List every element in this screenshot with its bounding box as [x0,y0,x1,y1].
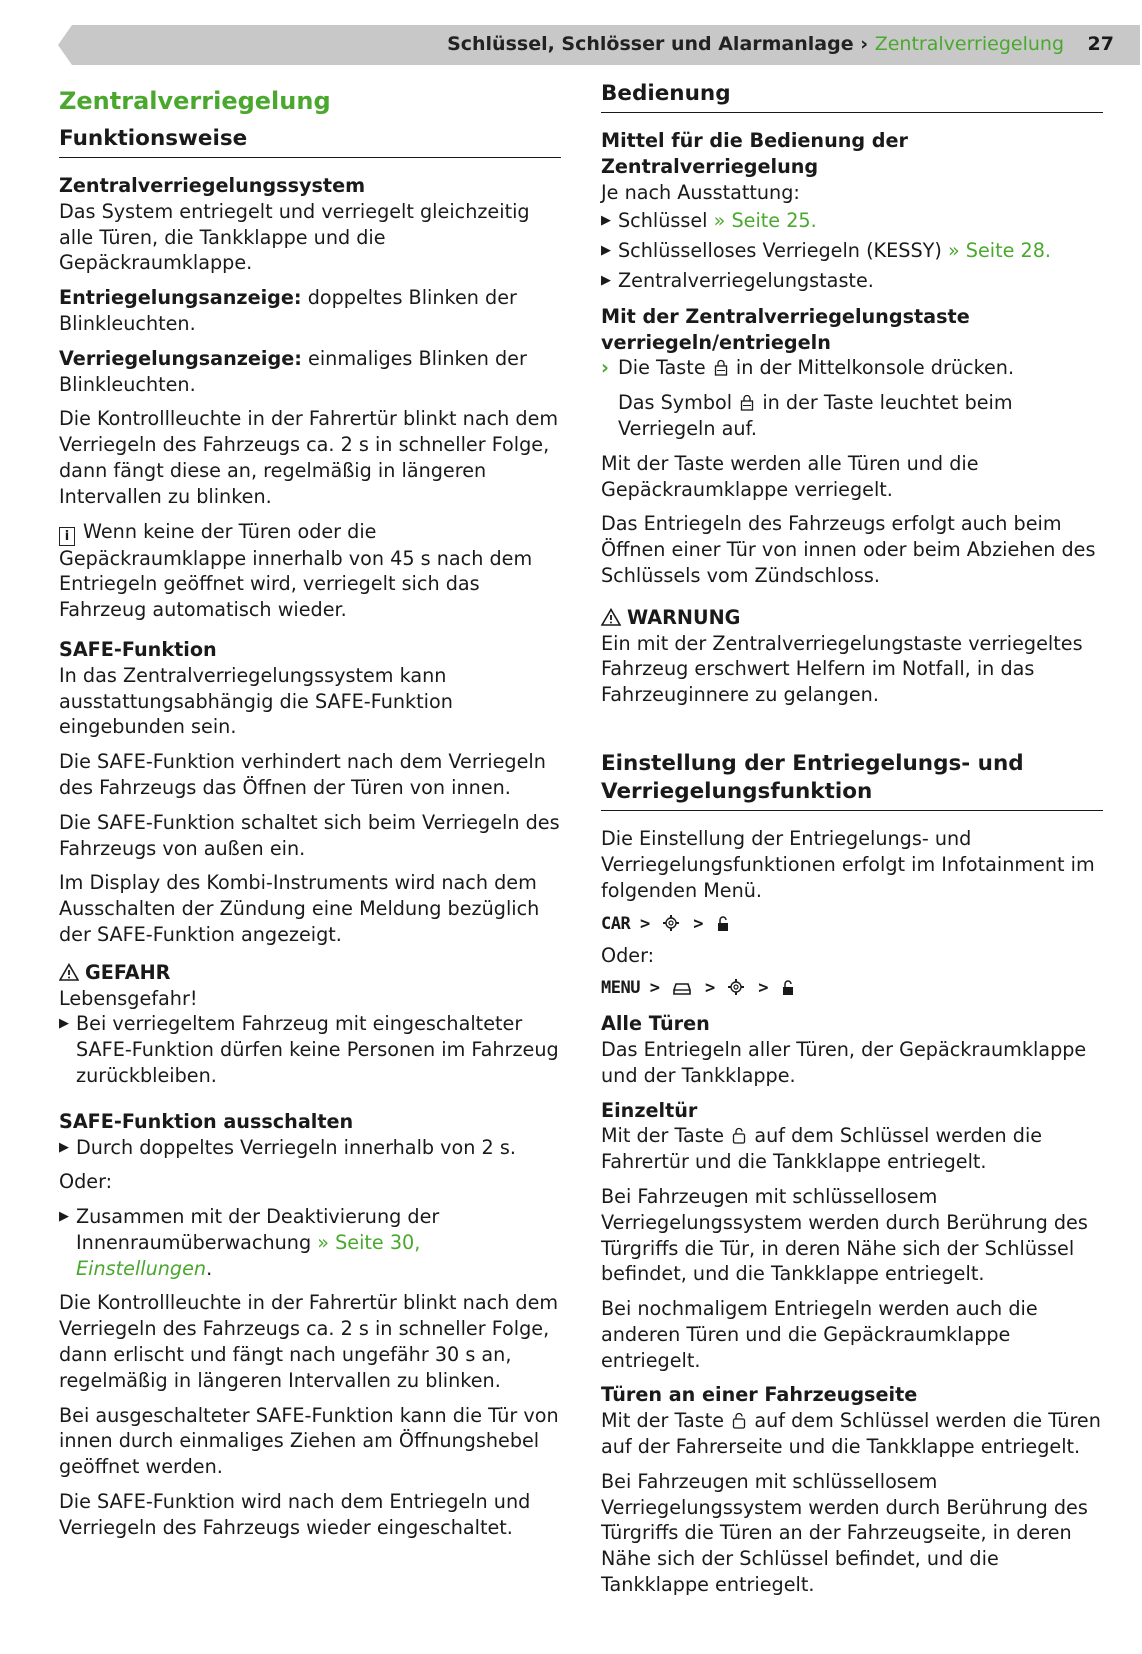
bullet-triangle-icon: ▶ [59,1016,69,1032]
unlock-indicator [59,285,561,337]
unlock-key-icon [732,1412,746,1429]
heading-bedienung: Bedienung [601,80,1103,113]
warnung-heading [601,605,1103,631]
bullet-triangle-icon: ▶ [601,243,611,259]
menu-path-car [601,911,1103,937]
lock-indicator [59,346,561,398]
einstellung-text: Die Einstellung der Entriegelungs- und Verriegelungsfunktionen erfolgt im Infotainment im folgenden Menü. [601,826,1095,902]
seite-text [601,1408,1103,1460]
link-seite-25[interactable]: » Seite 25. [713,209,817,233]
taste-p2: Das Entriegeln des Fahrzeugs erfolgt auch beim Öffnen einer Tür von innen oder beim Abziehen des Schlüssels vom Zündschloss. [601,512,1096,587]
lock-button-icon [714,359,728,376]
safe-off-bullet2-end: . [206,1256,213,1280]
left-column [59,80,561,1550]
mittel-item-3 [601,268,1103,294]
mittel-item-2-text: Schlüsselloses Verriegeln (KESSY) [618,239,942,263]
je-nach: Je nach Ausstattung: [601,180,800,204]
oder-right: Oder: [601,944,655,968]
menu-separator: > [704,978,715,999]
gefahr-bullet [59,1011,561,1088]
settings-gear-icon[interactable] [727,978,745,996]
safe-off-bullet2-text: Zusammen mit der Deaktivierung der Innenraumüberwachung [76,1205,440,1254]
heading-mittel: Mittel für die Bedienung der Zentralverriegelung [601,129,909,178]
system-text: Das System entriegelt und verriegelt gleichzeitig alle Türen, die Tankklappe und die Gepäckraumklappe. [59,199,530,275]
safe-p2: Die SAFE-Funktion verhindert nach dem Verriegeln des Fahrzeugs das Öffnen der Türen von innen. [59,750,546,799]
step-arrow-icon: › [601,356,609,380]
kontroll-text: Die Kontrollleuchte in der Fahrertür blinkt nach dem Verriegeln des Fahrzeugs ca. 2 s in schneller Folge, dann fängt diese an, regelmäßig in längeren Intervallen zu blinken. [59,407,559,508]
einzel-text-a: Mit der Taste [601,1124,725,1148]
heading-alle: Alle Türen [601,1012,710,1036]
symbol-text-b: in der Taste leuchtet beim Verriegeln auf. [618,391,1013,440]
gefahr-bullet-text: Bei verriegeltem Fahrzeug mit eingeschalteter SAFE-Funktion dürfen keine Personen im Fahrzeug zurückbleiben. [76,1012,559,1087]
step-1 [601,355,1103,381]
menu-separator: > [639,914,650,935]
menu-path-menu [601,975,1103,1001]
heading-taste: Mit der Zentralverriegelungstaste verriegeln/entriegeln [601,304,970,354]
page-title: Zentralverriegelung [59,87,331,115]
info-icon: i [59,527,75,546]
lock-menu-icon[interactable] [781,980,795,996]
seite-text-a: Mit der Taste [601,1409,725,1433]
symbol-note [601,390,1103,442]
safe-off-bullet1-text: Durch doppeltes Verriegeln innerhalb von 2 s. [76,1135,516,1159]
bullet-triangle-icon: ▶ [59,1209,69,1225]
lock-text: einmaliges Blinken der Blinkleuchten. [59,346,527,396]
oder-left: Oder: [59,1170,113,1194]
warning-triangle-icon [59,963,79,981]
einzel-text-b: auf dem Schlüssel werden die Fahrertür und die Tankklappe entriegelt. [601,1124,1043,1174]
bullet-triangle-icon: ▶ [59,1139,69,1155]
safe-off-bullet1 [59,1135,561,1161]
lock-symbol-icon [740,394,754,411]
einzel-p2: Bei Fahrzeugen mit schlüssellosem Verriegelungssystem werden durch Berührung des Türgriffs die Tür, in deren Nähe sich der Schlüssel befindet, und die Tankklappe entriegelt. [601,1184,1088,1286]
safe-p1: In das Zentralverriegelungssystem kann ausstattungsabhängig die SAFE-Funktion eingebunden sein. [59,663,453,739]
settings-gear-icon[interactable] [662,914,680,932]
bullet-triangle-icon: ▶ [601,213,611,229]
warnung-label: WARNUNG [627,605,741,629]
mittel-item-1 [601,208,1103,234]
gefahr-heading [59,960,561,986]
step-1-text-a: Die Taste [618,356,706,380]
unlock-text: doppeltes Blinken der Blinkleuchten. [59,286,517,335]
mittel-item-3-text: Zentralverriegelungstaste. [618,268,874,292]
mittel-item-2 [601,238,1103,264]
safe-off-p3: Die SAFE-Funktion wird nach dem Entriegeln und Verriegeln des Fahrzeugs wieder eingeschaltet. [59,1490,531,1539]
menu-menu-label[interactable]: MENU [601,978,640,999]
breadcrumb-subsection[interactable]: Zentralverriegelung [874,33,1064,55]
einzel-text [601,1123,1103,1175]
header-bar [58,25,1140,65]
heading-funktionsweise: Funktionsweise [59,125,561,158]
warnung-text: Ein mit der Zentralverriegelungstaste verriegeltes Fahrzeug erschwert Helfern im Notfall, in das Fahrzeuginnere zu gelangen. [601,631,1083,707]
heading-einzel: Einzeltür [601,1098,698,1122]
breadcrumb-section: Schlüssel, Schlösser und Alarmanlage [447,33,854,55]
seite-text-b: auf dem Schlüssel werden die Türen auf der Fahrerseite und die Tankklappe entriegelt. [601,1409,1101,1459]
heading-safe: SAFE-Funktion [59,637,217,661]
step-1-text-b: in der Mittelkonsole drücken. [735,356,1015,380]
seite-p2: Bei Fahrzeugen mit schlüssellosem Verriegelungssystem werden durch Berührung des Türgriffs die Türen an der Fahrzeugseite, in deren Nähe sich der Schlüssel befindet, und die Tankklappe entriegelt. [601,1469,1088,1597]
unlock-key-icon [732,1127,746,1144]
menu-separator: > [649,978,660,999]
lock-menu-icon[interactable] [716,916,730,932]
gefahr-sub: Lebensgefahr! [59,986,198,1010]
breadcrumb-separator: › [860,33,869,55]
link-seite-30[interactable]: » Seite 30, [317,1230,421,1254]
mittel-item-1-text: Schlüssel [618,209,708,233]
taste-p1: Mit der Taste werden alle Türen und die Gepäckraumklappe verriegelt. [601,451,979,501]
heading-safe-off: SAFE-Funktion ausschalten [59,1109,354,1133]
safe-p3: Die SAFE-Funktion schaltet sich beim Verriegeln des Fahrzeugs von außen ein. [59,810,560,860]
car-icon[interactable] [672,980,692,996]
menu-separator: > [693,914,703,935]
page-number: 27 [1087,33,1114,55]
symbol-text-a: Das Symbol [618,391,733,415]
info-note [59,519,561,623]
unlock-label: Entriegelungsanzeige: [59,286,302,310]
link-einstellungen[interactable]: Einstellungen [76,1256,207,1280]
kontroll2-text: Die Kontrollleuchte in der Fahrertür blinkt nach dem Verriegeln des Fahrzeugs ca. 2 s in schneller Folge, dann erlischt und fängt nach ungefähr 30 s an, regelmäßig in längeren Intervallen zu blinken. [59,1291,559,1392]
safe-off-bullet2 [59,1204,561,1281]
heading-einstellung: Einstellung der Entriegelungs- und Verriegelungsfunktion [601,750,1103,811]
menu-car-label[interactable]: CAR [601,914,631,935]
lock-label: Verriegelungsanzeige: [59,346,302,370]
menu-separator: > [758,978,768,999]
bullet-triangle-icon: ▶ [601,272,611,288]
einzel-p3: Bei nochmaligem Entriegeln werden auch die anderen Türen und die Gepäckraumklappe entriegelt. [601,1297,1038,1372]
gefahr-label: GEFAHR [85,960,171,984]
right-column [601,80,1103,1607]
heading-seite: Türen an einer Fahrzeugseite [601,1383,918,1407]
safe-p4: Im Display des Kombi-Instruments wird nach dem Ausschalten der Zündung eine Meldung bezüglich der SAFE-Funktion angezeigt. [59,871,540,946]
alle-text: Das Entriegeln aller Türen, der Gepäckraumklappe und der Tankklappe. [601,1037,1087,1087]
warning-triangle-icon [601,608,621,626]
safe-off-p2: Bei ausgeschalteter SAFE-Funktion kann die Tür von innen durch einmaliges Ziehen am Öffnungshebel geöffnet werden. [59,1403,559,1479]
breadcrumb [447,33,1064,55]
link-seite-28[interactable]: » Seite 28. [947,239,1052,263]
info-text: Wenn keine der Türen oder die Gepäckraumklappe innerhalb von 45 s nach dem Entriegeln geöffnet wird, verriegelt sich das Fahrzeug automatisch wieder. [59,519,533,622]
heading-system: Zentralverriegelungssystem [59,174,366,197]
